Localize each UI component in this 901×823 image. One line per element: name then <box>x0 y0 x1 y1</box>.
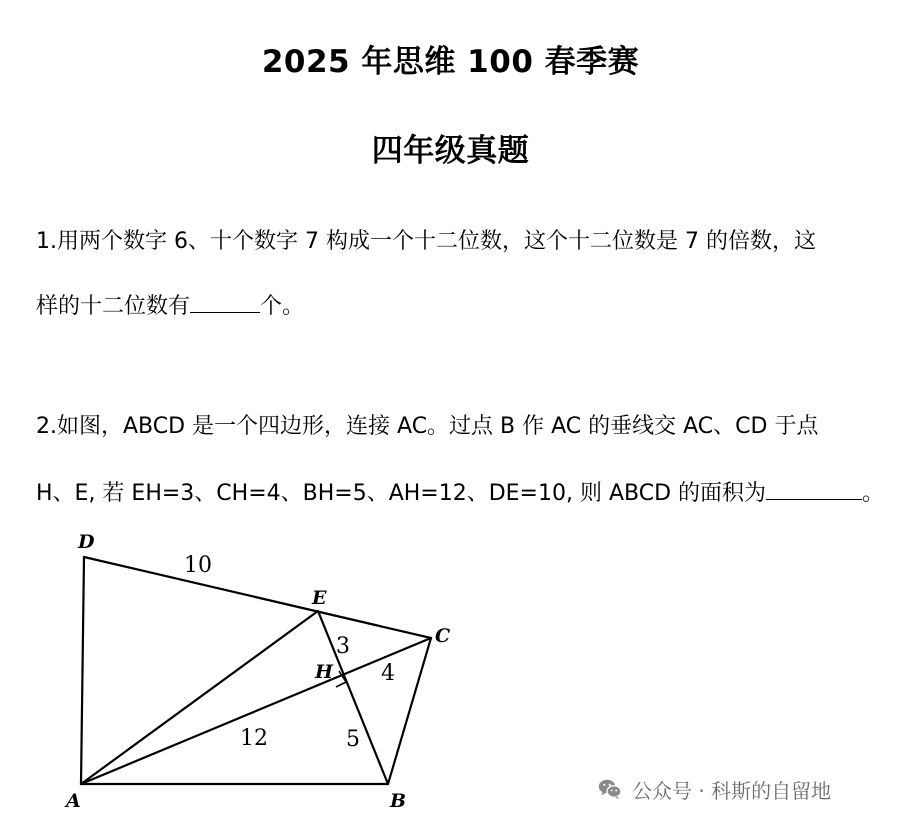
document-title: 2025 年思维 100 春季赛 <box>261 44 640 80</box>
vertex-label-B: B <box>390 790 407 812</box>
question-2-line-1: 2.如图，ABCD 是一个四边形，连接 AC。过点 B 作 AC 的垂线交 AC、CD 于点 <box>36 414 819 439</box>
segment-label-DE: 10 <box>184 553 212 578</box>
question-1-answer-blank <box>190 288 260 313</box>
vertex-label-A: A <box>66 790 81 812</box>
segment-label-CH: 4 <box>381 661 395 686</box>
question-2-answer-blank <box>766 475 862 500</box>
segment-AE <box>81 611 318 784</box>
vertex-label-H: H <box>315 661 333 683</box>
wechat-icon <box>598 778 622 800</box>
question-1-line-2 <box>36 288 304 322</box>
watermark <box>598 772 831 806</box>
segment-CB <box>388 638 431 784</box>
vertex-label-D: D <box>78 531 95 553</box>
segment-label-AH: 12 <box>240 726 268 751</box>
segment-label-BH: 5 <box>346 727 360 752</box>
quadrilateral-figure <box>50 520 470 815</box>
segment-AD <box>81 557 84 784</box>
document-subtitle: 四年级真题 <box>371 133 530 169</box>
question-2-text-after-blank: 。 <box>862 481 885 506</box>
question-2-line-2 <box>36 475 884 509</box>
question-2-text-before-blank: H、E, 若 EH=3、CH=4、BH=5、AH=12、DE=10, 则 ABCD 的面积为 <box>36 481 767 506</box>
segment-label-EH: 3 <box>336 634 350 659</box>
question-1-line-1: 1.用两个数字 6、十个数字 7 构成一个十二位数，这个十二位数是 7 的倍数，这 <box>36 229 816 254</box>
vertex-label-E: E <box>312 587 327 609</box>
question-1-text-before-blank: 样的十二位数有 <box>36 294 191 319</box>
segment-DC <box>84 557 431 638</box>
segment-EB <box>318 611 388 784</box>
watermark-text: 公众号 · 科斯的自留地 <box>632 778 832 803</box>
question-1-text-after-blank: 个。 <box>260 294 305 319</box>
vertex-label-C: C <box>435 625 451 647</box>
